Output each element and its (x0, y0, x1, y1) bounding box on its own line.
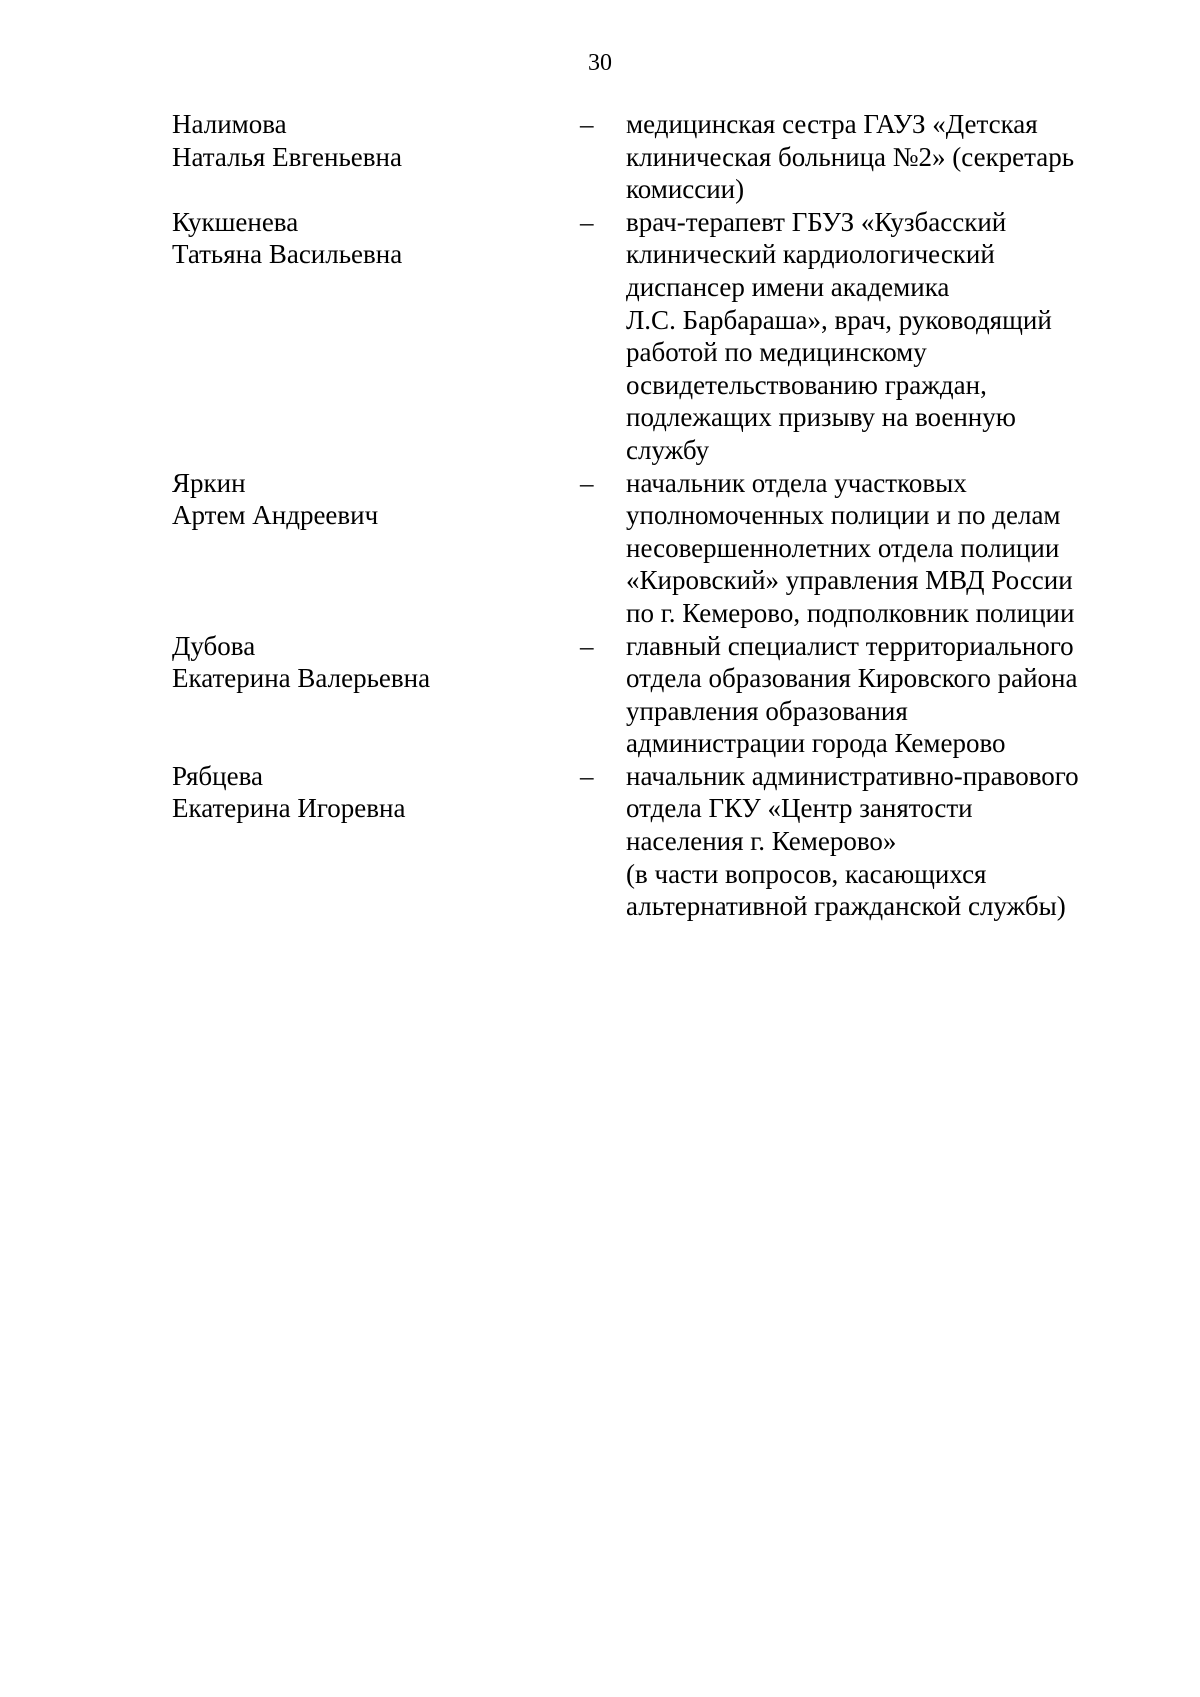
member-role-line: уполномоченных полиции и по делам (626, 500, 1061, 531)
member-name (172, 108, 572, 206)
dash-separator: – (580, 467, 594, 498)
member-role-line: главный специалист территориального (626, 630, 1074, 661)
member-role-line: комиссии) (626, 174, 745, 205)
member-role-line: работой по медицинскому (626, 337, 927, 368)
member-role-line: администрации города Кемерово (626, 728, 1006, 759)
member-name-line: Екатерина Игоревна (172, 793, 406, 824)
member-role-line: Л.С. Барбараша», врач, руководящий (626, 304, 1052, 335)
page-number: 30 (588, 50, 612, 76)
member-name (172, 467, 572, 630)
member-name-line: Дубова (172, 630, 256, 661)
member-role (626, 108, 1102, 206)
member-role-line: «Кировский» управления МВД России (626, 565, 1073, 596)
member-name-line: Татьяна Васильевна (172, 239, 403, 270)
member-role-line: клинический кардиологический (626, 239, 995, 270)
member-entry (172, 467, 1102, 630)
member-name (172, 760, 572, 923)
member-name-line: Артем Андреевич (172, 500, 379, 531)
dash-separator: – (580, 206, 594, 237)
member-role-line: (в части вопросов, касающихся (626, 858, 987, 889)
dash-separator: – (580, 109, 594, 139)
member-role-line: клиническая больница №2» (секретарь (626, 141, 1075, 172)
member-role-line: отдела ГКУ «Центр занятости (626, 793, 973, 824)
member-role-line: альтернативной гражданской службы) (626, 891, 1066, 922)
member-role-line: медицинская сестра ГАУЗ «Детская (626, 109, 1038, 139)
member-role-line: врач-терапевт ГБУЗ «Кузбасский (626, 206, 1007, 237)
member-role-line: по г. Кемерово, подполковник полиции (626, 597, 1075, 628)
member-name-line: Кукшенева (172, 206, 299, 237)
member-entry (172, 630, 1102, 760)
member-role-line: начальник отдела участковых (626, 467, 967, 498)
member-entry (172, 760, 1102, 923)
member-role (626, 630, 1102, 760)
member-role-line: службу (626, 434, 710, 465)
member-role (626, 206, 1102, 467)
member-role-line: освидетельствованию граждан, (626, 369, 987, 400)
member-role-line: начальник административно-правового (626, 760, 1079, 791)
dash-separator: – (580, 630, 594, 661)
member-entry (172, 108, 1102, 206)
member-role-line: несовершеннолетних отдела полиции (626, 532, 1060, 563)
commission-members-list (172, 108, 1102, 923)
member-name (172, 630, 572, 760)
member-role-line: диспансер имени академика (626, 271, 950, 302)
member-name-line: Рябцева (172, 760, 263, 791)
dash-separator: – (580, 760, 594, 791)
member-name-line: Налимова (172, 109, 287, 139)
member-role-line: управления образования (626, 695, 908, 726)
member-role (626, 467, 1102, 630)
member-role-line: отдела образования Кировского района (626, 663, 1078, 694)
member-entry (172, 206, 1102, 467)
member-role-line: подлежащих призыву на военную (626, 402, 1016, 433)
member-name (172, 206, 572, 467)
member-name-line: Екатерина Валерьевна (172, 663, 431, 694)
member-name-line: Наталья Евгеньевна (172, 141, 402, 172)
member-name-line: Яркин (172, 467, 246, 498)
member-role-line: населения г. Кемерово» (626, 826, 897, 857)
member-role (626, 760, 1102, 923)
